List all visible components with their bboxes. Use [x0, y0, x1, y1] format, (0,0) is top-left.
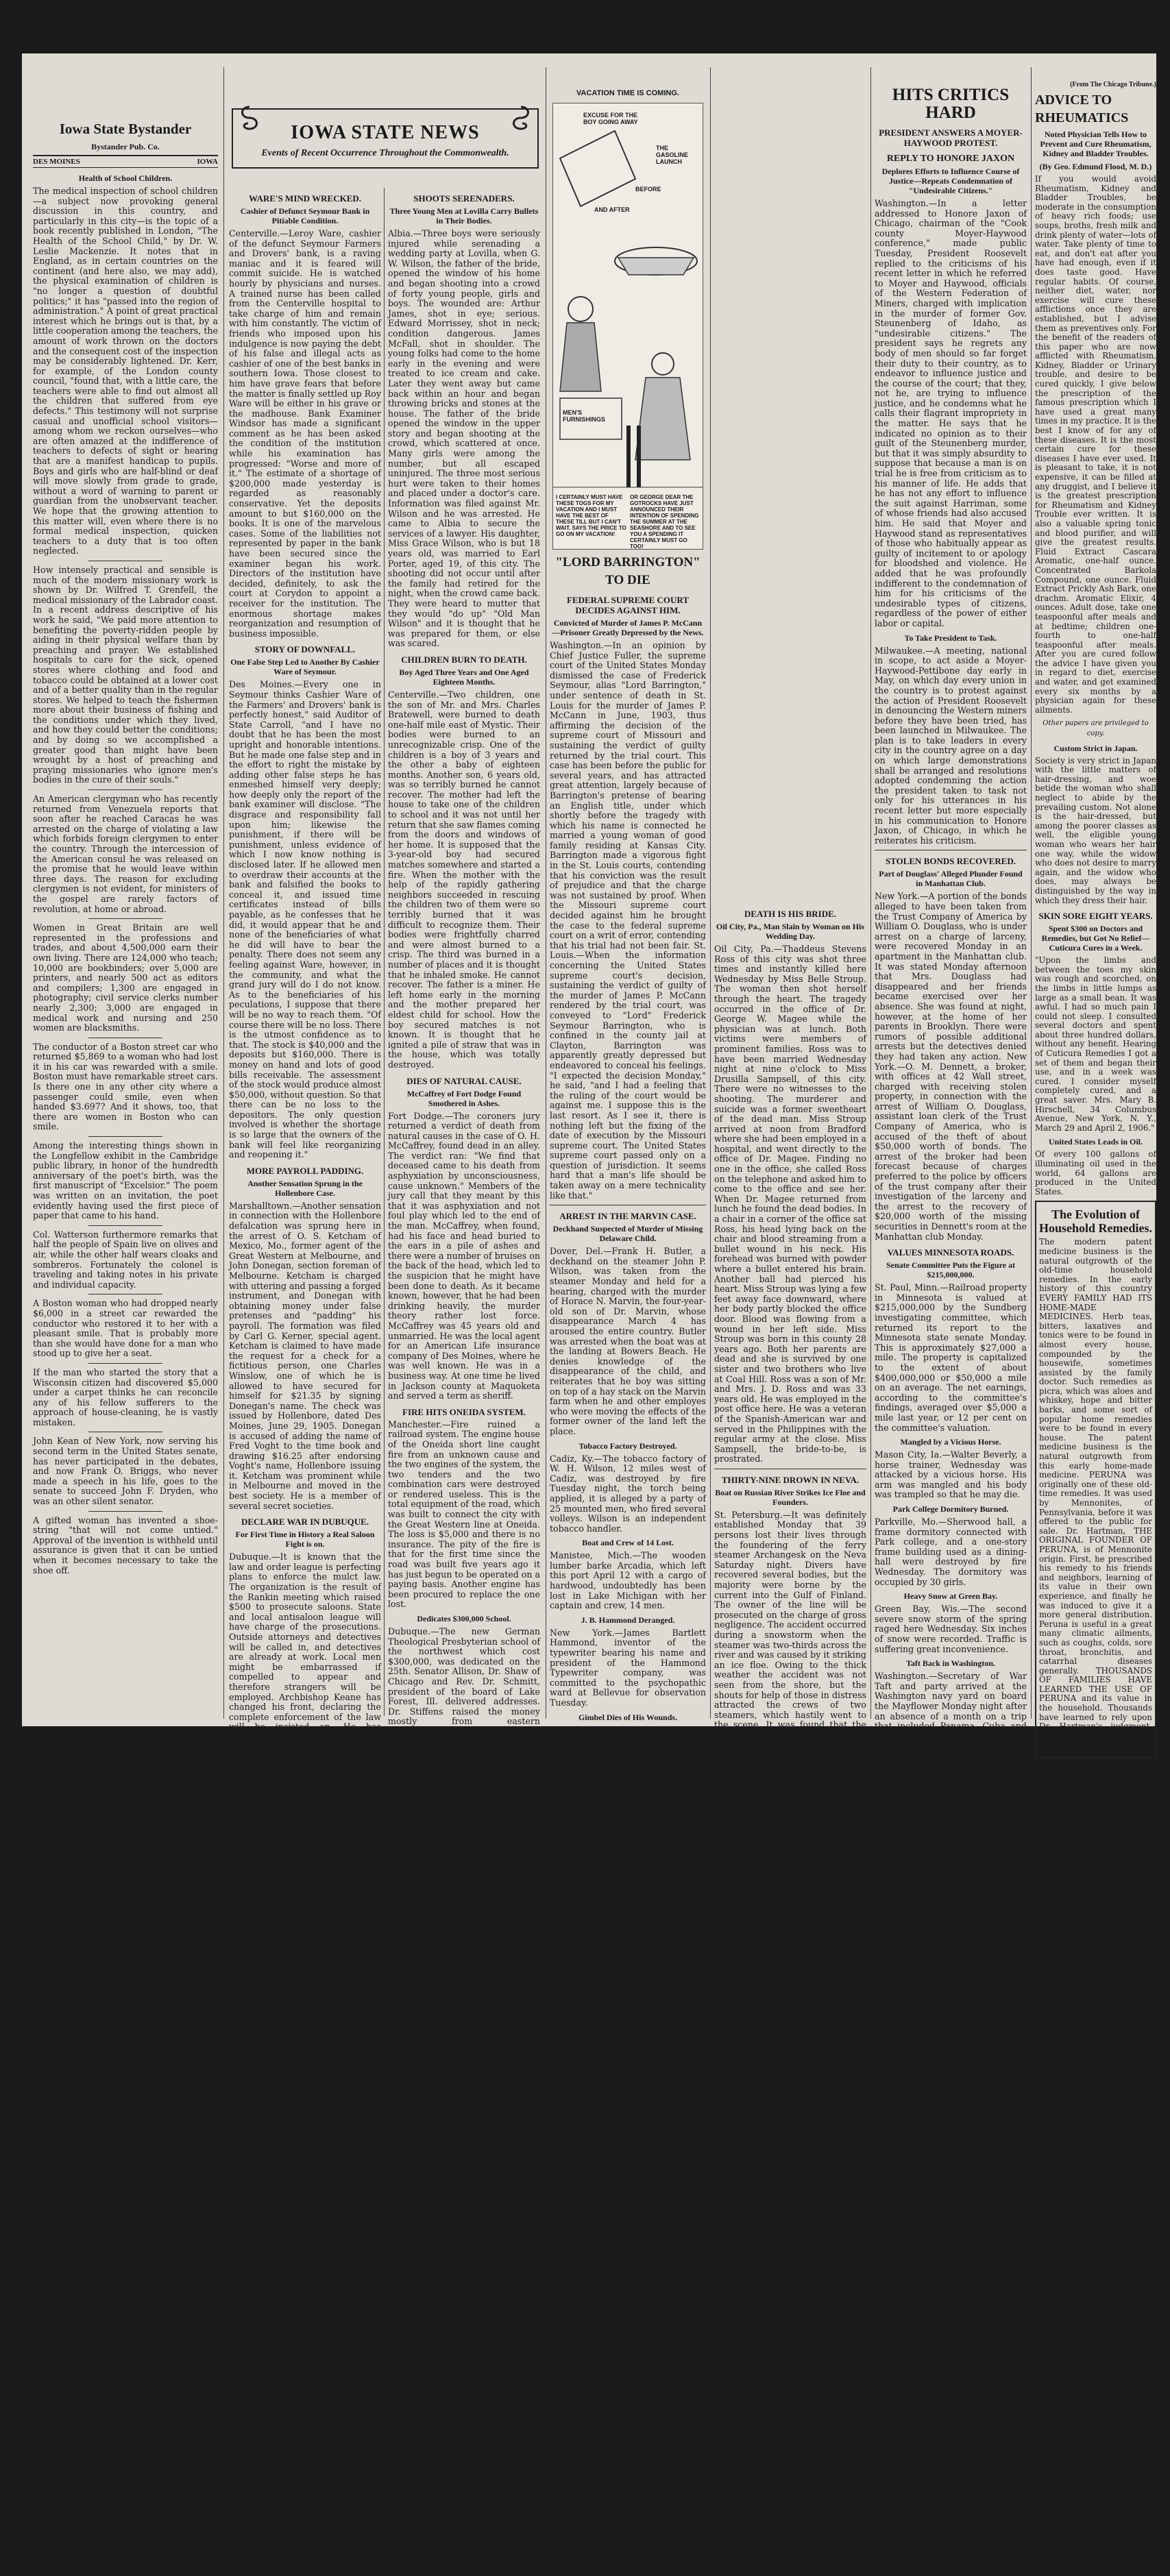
news-body: Des Moines.—Every one in Seymour thinks Cashier Ware of the Farmers' and Drovers' bank is perfectly honest," said Auditor of State Carroll, "and I have no doubt that he has been the most upright and honorable intentions. But he made one false step and in the effort to right the mistake by adding other false steps he has enmeshed himself very deeply; how deeply only the report of the bank examiner will disclose. "The disgrace and responsibility fall upon him; likewise the punishment, if there will be punishment, unless evidence of which I now know nothing is disclosed later. If he allowed men to overdraw their accounts at the bank and falsified the books to conceal it, and issued time certificates instead of bills payable, as he confesses that he did, it would appear that he and none of the beneficiaries of what he did will have to bear the penalty. There does not seem any feeling against Ware, however, in the community, and what the grand jury will do I do not know. As to the beneficiaries of his peculations, I suppose that there will be no way to reach them. "Of course there will be no loss. There is the utmost confidence as to that. The stock is $40,000 and the deposits but $160,000. There is money on hand and lots of good bills receivable. The assessment of the stock would produce almost $50,000, without question. So that there can be no loss to the depositors. The only question involved is whether the shortage is so large that the owners of the bank will feel like reorganizing and reopening it." [229, 679, 381, 1160]
news-head: FIRE HITS ONEIDA SYSTEM. [402, 1406, 526, 1417]
task-body: Milwaukee.—A meeting, national in scope, to act aside a Moyer-Haywood-Pettibone day early in May, on which day every union in the country is to protest against the action of President Roosevelt in denouncing the Western miners before they have been tried, has been launched in Milwaukee. The plan is to take leaders in every city in the country agree on a day on which large demonstrations shall be arranged and resolutions adopted condemning the action the president taken to task not only for his utterances in his recent letter but more especially in his communication to Honore Jaxon, of Chicago, in which he reiterates his criticism. [875, 645, 1027, 846]
column-rule [1031, 67, 1032, 1719]
roads-head: VALUES MINNESOTA ROADS. [887, 1247, 1014, 1258]
roads-sub: Senate Committee Puts the Figure at $215,000,000. [886, 1260, 1016, 1280]
steamer-body: Bridgetown, Barbados, B. W. I.—The British steamer Thornhill, Capt. Dickson, which left New York April 5, was burned at sea and sunk April 16. The entire crew came into this port Wednesday in their own boats. [714, 2050, 866, 2122]
news-item [388, 1614, 540, 1757]
column-5 [875, 53, 1027, 1808]
news-body: Fort Dodge.—The coroners jury returned a verdict of death from natural causes in the case of O. H. McCaffrey, found dead in an alley. The verdict ran: "We find that deceased came to his death from asphyxiation by unconsciousness, cause unknown." Members of the jury call that they meant by this that it was asphyxiation and not foul play which led to the end of the man. McCaffrey, when found, had his face and head buried to the ears in a pile of ashes and there were a number of bruises on the back of the head, which led to the suspicion that he might have been done to death. As it became known, however, that he had been drinking heavily, the murder theory rather lost force. McCaffrey was 45 years old and unmarried. He was the local agent for an American Life insurance company of Des Moines, where he was well known. He was in a business way. At one time he lived in Jackson county at Maquoketa and served a term as sheriff. [388, 1110, 540, 1401]
news-item [388, 1888, 540, 1961]
snow-head: Heavy Snow at Green Bay. [903, 1591, 998, 1602]
senator-body: Providence, R. I.—Until January next Rhode Island will have but one United States senator, for the legislature adjourned Tuesday night at the end of the session, without an election, which showed the deadlock was as complete as before. [714, 2138, 866, 2219]
state-news-left [229, 188, 381, 1974]
column-rule [870, 67, 871, 1719]
japan-body: Society is very strict in Japan with the little matters of hair-dressing, and woe betide the woman who shall neglect to abide by the prevailing custom. Not alone is the hair-dressed, but among the poorer classes as well, the eligible young woman who wears her hair one way, while the widow who does not desire to marry again, and the widow who does, may always be distinguished by the way in which they dress their hair. [1035, 755, 1156, 905]
cartoon-label: THE GASOLINE LAUNCH [656, 145, 689, 165]
masthead-subtitle: Events of Recent Occurrence Throughout the Commonwealth. [261, 148, 509, 158]
crisp-body: Americus, Ga.—Mrs. Charles F. Crisp, widow of Speaker Crisp of the national house of representatives, died at her home here Tuesday, aged 59. [714, 2235, 866, 2286]
advice-head: ADVICE TO RHEUMATICS [1035, 93, 1129, 125]
bonds-body: New York.—A portion of the bonds alleged to have been taken from the Trust Company of America by William O. Douglass, who is under arrest on a charge of larceny, were recovered Monday in an apartment in the Manhattan club. It was stated Monday afternoon that Mrs. Douglass had disappeared and her friends became exercised over her absence. She was found at night, however, at the home of her parents in Brooklyn. There were rumors of possible additional arrests but the detectives denied they had taken any action. New York.—O. M. Dennett, a broker, with offices at 42 Wall street, charged with receiving stolen property, in connection with the arrest of William O. Douglass, assistant loan clerk of the Trust Company of America, who is accused of the theft of about $50,000 worth of bonds. The arrest of the broker had been forecast because of charges preferred to the police by officers of the trust company after their investigation of the larceny and the arrest to the recovery of $20,000 worth of the missing securities in Dennett's room at the Manhattan club Monday. [875, 891, 1027, 1242]
column-6 [1035, 53, 1156, 1750]
news-sub: McCaffrey of Fort Dodge Found Smothered in Ashes. [406, 1088, 522, 1108]
tobacco-head: Tobacco Factory Destroyed. [578, 1440, 677, 1451]
editorial-list [33, 173, 218, 1575]
cartoon-drawing [553, 103, 703, 549]
publisher: Bystander Pub. Co. [91, 142, 160, 151]
hits-body: Washington.—In a letter addressed to Honore Jaxon of Chicago, chairman of the "Cook county Moyer-Haywood conference," made public Tuesday, President Roosevelt replied to the criticisms of his recent letter in which he referred to Moyer and Haywood, officials of the Western Federation of Miners, charged with implication in the murder of former Gov. Steunenberg of Idaho, as "undesirable citizens." The president says he regrets any body of men should so far forget their duty to their country, as to endeavor to influence justice and the course of the court; that they, not he, are trying to influence justice, and he condemns what he calls their flagrant impropriety in the matter. He says that he indicated no opinion as to their guilt of the Steunenberg murder, but that it was simply absurdity to suppose that because a man is on trial he is free from criticism as to his manner of life. He adds that he has not any effort to influence the suit against Harriman, some of whose friends had also accused him. He said that Moyer and Haywood stand as representatives of those who habitually appear as guilty of incitement to or apology for bloodshed and violence. He added that he was profoundly indifferent to the condemnation of him for his criticisms of the undesirable types of citizens, regardless of the power of either labor or capital. [875, 198, 1027, 628]
editorial-item [33, 1516, 218, 1576]
cartoon-label: EXCUSE FOR THE BOY GOING AWAY [583, 112, 638, 125]
news-body: Marshalltown.—Another sensation in connection with the Hollenbore defalcation was sprung here in the arrest of O. S. Ketcham of Mexico, Mo., former agent of the Great Western at Melbourne, and John Donegan, section foreman of Melbourne. Ketcham is charged with uttering and passing a forged instrument, and Donegan with obtaining money under false pretenses and "padding" his payroll. The formation was filed by Carl G. Kerner, special agent. Ketcham is claimed to have made the request for a check for a fictitious person, one Charles Winslow, one of which he is allowed to have secured for himself for $21.35 by signing Donegan's name. The check was issued by Hollenbore, dated Des Moines, June 29, 1905. Donegan is accused of adding the name of Fred Voght to the time book and drawing $16.25 after endorsing Voght's name, Hollenbore issuing it. Ketcham was prominent while in Melbourne and moved in the best society. He is a member of several secret societies. [229, 1200, 381, 1511]
hits-sub3: Deplores Efforts to Influence Course of Justice—Repeats Condemnation of "Undesirable Citizens." [881, 167, 1020, 195]
editorial-item [33, 173, 218, 561]
bride-sub: Oil City, Pa., Man Slain by Woman on His Wedding Day. [716, 922, 865, 941]
neva-sub: Boat on Russian River Strikes Ice Floe and Founders. [715, 1487, 866, 1507]
news-head: WARE'S MIND WRECKED. [248, 193, 362, 204]
vacation-cartoon [552, 103, 703, 550]
state-news-right [388, 188, 540, 1965]
japan-head: Custom Strict in Japan. [1053, 743, 1138, 753]
news-sub: Cashier of Defunct Seymour Bank in Pitiable Condition. [240, 206, 370, 225]
news-head: Banker Thrown From Train. [413, 1761, 515, 1771]
state-news-masthead [232, 108, 539, 169]
cartoon-label: AND AFTER [594, 206, 630, 213]
hits-sub2: REPLY TO HONORE JAXON [886, 154, 1015, 164]
column-2 [229, 53, 541, 1970]
cow-body: Mason City, Ia.—Walter Beverly, a horse trainer, Wednesday was attacked by a vicious horse. His arm was mangled and his body was trampled so that he may die. [875, 1449, 1027, 1500]
solons-head: Minnesota Solons Adjourn. [742, 1794, 838, 1804]
solons-body: St. Paul, Minn.—The Minnesota legislature adjourned sine die at noon Wednesday. The actual business of the legislature was finished last night by the passing of a large number of bills and the closing at noon Wednesday was for the purpose of passing a few minor resolutions. This legislature has passed a two-cent fare bill, an anti-pass bill and started a measure which was favorably turned into the coal and lumber combinations. [714, 1806, 866, 1948]
editorial-item [33, 1230, 218, 1295]
evolution-box [1035, 1201, 1156, 1758]
news-head: Must Shave Off Whiskers. [258, 1806, 352, 1817]
location-right: IOWA [197, 158, 218, 166]
bonds-head: STOLEN BONDS RECOVERED. [885, 856, 1016, 867]
barrington-head: "LORD BARRINGTON" TO DIE [555, 555, 700, 587]
college-body: Parkville, Mo.—Sherwood hall, a frame dormitory connected with Park college, and a one-story frame building used as a dining-hall were destroyed by fire Wednesday. The dormitory was occupied by 30 girls. [875, 1517, 1027, 1587]
cartoon-caption-left: I CERTAINLY MUST HAVE THESE TOGS FOR MY VACATION AND I MUST HAVE THE BEST OF THESE TILL BUT I CAN'T WAIT. SAYS THE PRICE TO GO ON MY VACATION! [556, 494, 626, 537]
barrington-body: Washington.—In an opinion by Chief Justice Fuller, the supreme court of the United States Monday dismissed the case of Frederick Seymour, alias "Lord Barrington," under sentence of death in St. Louis for the murder of James P. McCann in June, 1903, thus affirming the decision of the supreme court of Missouri and sustaining the verdict of guilty returned by the trial court. This case has been before the public for several years, and has attracted great attention, largely because of Barrington's pretense of bearing an English title, under which shortly before the tragedy with which his name is connected he married a young woman of good family residing at Kansas City. Barrington made a vigorous fight in the St. Louis courts, contending that his conviction was the result of prejudice and that the charge was not sustained by proof. When the Missouri supreme court decided against him he brought the case to the federal supreme court on a writ of error, contending that his trial had not been fair. St. Louis.—When the information concerning the United States supreme court's decision, sustaining the verdict of guilty of the murder of James P. McCann rendered by the trial court, was conveyed to "Lord" Frederick Seymour Barrington, who is confined in the county jail at Clayton, Barrington was apparently greatly depressed but endeavored to conceal his feelings. "I expected the decision Monday," he said, "and I had a feeling that the ruling of the court would be against me. I suppose this is the last resort. As I see it, there is nothing left but the fixing of the date of execution by the Missouri supreme court. The United States supreme court passed only on a question of jurisdiction. It seems hard that a man's life should be taken away on a mere technicality like that." [550, 640, 706, 1201]
crew-body: Manistee, Mich.—The wooden lumber barke Arcadia, which left this port April 12 with a cargo of hardwood, undoubtedly has been lost in Lake Michigan with her captain and crew, 14 men. [550, 1550, 706, 1611]
roads-body: St. Paul, Minn.—Railroad property in Minnesota is valued at $215,000,000 by the Sundberg investigating committee, which returned its report to the Minnesota state senate Monday. This is approximately $27,000 a mile. The property is capitalized to the extent of about $400,000,000 or $50,000 a mile on an average. The net earnings, according to the committee's findings, averaged over $5,000 a mile last year, or 12 per cent on the committee's valuation. [875, 1282, 1027, 1433]
news-body: Fort Dodge.—Frank Corey, president of the Yetter Savings bank, was found lying unconscious a mile and a half west of Rockwell City along the Illinois Central track. He caught the fast evening train out of Yetter and boarded the wrong side of a locked vestibule with a heavy hand grip weighing twenty-five pounds under one arm. [388, 1773, 540, 1884]
news-sub: Three Young Men at Lovilla Carry Bullets in Their Bodies. [389, 206, 539, 225]
cannery-head: Canning Plant Burned. [910, 1745, 992, 1756]
news-item [229, 644, 381, 1160]
marvin-body: Dover, Del.—Frank H. Butler, a deckhand on the steamer John P. Wilson, was taken from the steamer Monday and held for a hearing, charged with the murder of Horace N. Marvin, the four-year-old son of Dr. Marvin, whose disappearance March 4 has aroused the entire country. Butler was arrested when the boat was at the landing at Bowers Beach. He denies knowledge of the disappearance of the child, and reiterates that he boy was sitting on top of a hay stack on the Marvin farm when he and other employes who were moving the effects of the former owner of the land left the place. [550, 1246, 706, 1436]
marvin-sub: Deckhand Suspected of Murder of Missing Delaware Child. [552, 1224, 703, 1244]
marvin-head: ARREST IN THE MARVIN CASE. [559, 1211, 696, 1222]
barrington-sub1: FEDERAL SUPREME COURT DECIDES AGAINST HIM. [567, 595, 689, 615]
top-note: (From The Chicago Tribune.) [1070, 81, 1156, 88]
respite-head: Respite for Murderer. [589, 1799, 667, 1809]
neva-body: St. Petersburg.—It was definitely established Monday that 39 persons lost their lives through the foundering of the ferry steamer Archangesk on the Neva Saturday night. Divers have recovered several bodies, but the majority were borne by the current into the Gulf of Finland. The owner of the line will be prosecuted on the charge of gross negligence. The accident occurred during a snowstorm when the steamer was two-thirds across the river and was caused by it striking an ice floe. Owing to the thick weather the accident was not seen from the shore, but the shouts for help of those in distress attracted the crews of two steamers, which hastily went to the scene. It was found that the Archangesk had foundered. A number of passengers, mostly workingmen, were rescued, but owing to the swiftness of the current many others were swept under the ice floes. [714, 1509, 866, 1790]
respite-body: Jefferson City, Mo.—Gov. Folk Monday granted a respite of 60 days to William Spaugh, Jr., sentenced to be hanged for the murder of Sheriff Polk of Iron county. [550, 1811, 706, 1872]
cannery-body: Lubec, Me.—The entire plant of the American Canning company, of New York, at North Lubec, was burned. No one was injured. The loss is estimated at $200,000. [875, 1758, 1027, 1808]
hammond-body: New York.—James Bartlett Hammond, inventor of the typewriter bearing his name and president of the Hammond Typewriter company, was committed to the psychopathic ward at Bellevue for observation Tuesday. [550, 1627, 706, 1708]
news-sub: One False Step Led to Another By Cashier Ware of Seymour. [230, 657, 380, 677]
editorial-body: Col. Watterson furthermore remarks that half the people of Spain live on olives and air, while the other half wears cloaks and sombreros. Fortunately the colonel is traveling and taking notes in his private and individual capacity. [33, 1229, 218, 1290]
editorial-item [33, 794, 218, 919]
news-sub: Another Sensation Sprung in the Hollenbore Case. [247, 1178, 363, 1198]
column-1 [33, 53, 218, 1726]
cartoon-caption-right: OR GEORGE DEAR THE GOTROCKS HAVE JUST ANNOUNCED THEIR INTENTION OF SPENDING THE SUMMER AT THE SEASHORE AND TO SEE YOU A SPENDING IT CERTAINLY MUST GO TOO! [630, 494, 699, 550]
senator-head: Fails to Elect a Senator. [748, 2126, 832, 2136]
news-head: DIES OF NATURAL CAUSE. [406, 1075, 522, 1086]
hammond-head: J. B. Hammond Deranged. [581, 1615, 675, 1625]
column-4 [714, 53, 866, 2576]
editorial-item [33, 1436, 218, 1511]
news-body: Dubuque.—John Behan, aged 25 years, of Maynsville, Iowa, was killed by falling under an Illinois Central train just as he was starting on a trip to visit his sweetheart at Manchester. [388, 1900, 540, 1961]
editorial-item [33, 1141, 218, 1226]
editorial-head: Health of School Children. [78, 173, 173, 183]
newspaper-page [22, 53, 1156, 2286]
snow-body: Green Bay, Wis.—The second severe snow storm of the spring raged here Wednesday. Six inches of snow were recorded. Traffic is suffering great inconvenience. [875, 1604, 1027, 1654]
news-head: CHILDREN BURN TO DEATH. [401, 654, 527, 665]
news-head: MORE PAYROLL PADDING. [246, 1165, 364, 1176]
news-head: Dedicates $300,000 School. [417, 1614, 511, 1623]
editorial-body: The conductor of a Boston street car who returned $5,869 to a woman who had lost it in his car was rewarded with a smile. Boston must have remarkable street cars. Is there one in any other city where a passenger could smile, even when handed $3.697? And it shows, too, that there are women in Boston who can smile. [33, 1041, 218, 1132]
college-head: Park College Dormitory Burned. [892, 1504, 1009, 1514]
editorial-body: How intensely practical and sensible is much of the modern missionary work is shown by Dr. Wilfred T. Grenfell, the medical missionary of the Labrador coast. In a recent address descriptive of his work he said, "We paid more attention to benefiting the poverty-ridden people by aiding in their physical welfare than by preaching and prayer. We established hospitals to care for the sick, opened stores where clothing and food and tobacco could be obtained at a lower cost and of a better quality than in the regular stores. We helped to teach the fishermen more about their business of fishing and the conditions under which they lived, and how they could better the conditions; and by doing so we accomplished a greater good than might have been wrought by a host of preaching and praying missionaries who ignore men's bodies in the cure of their souls." [33, 564, 218, 785]
gimbel-body: New York.—Benedict Gimbel, the wealthy Philadelphia merchant who cut his throat and wrists with broken glass in a hotel in Hoboken soon after he had been arrested on a charge of immorality, died shortly before three o'clock Monday. [550, 1724, 706, 1795]
news-sub: For First Time in History a Real Saloon Fight is on. [235, 1530, 375, 1549]
scroll-ornament-left [236, 104, 263, 136]
bonds-sub: Part of Douglass' Alleged Plunder Found in Manhattan Club. [879, 869, 1023, 889]
barrington-sub2: Convicted of Murder of James P. McCann—Prisoner Greatly Depressed by the News. [552, 618, 704, 637]
gimbel-head: Gimbel Dies of His Wounds. [578, 1712, 678, 1722]
editorial-item [33, 1299, 218, 1364]
cartoon-label: BEFORE [635, 186, 661, 193]
news-item [388, 1407, 540, 1610]
editorial-body: An American clergyman who has recently returned from Venezuela reports that soon after he reached Caracas he was arrested on the charge of violating a law which forbids foreign clergymen to enter the country. Through the intercession of the American consul he was released on the promise that he would leave within three days. The reason for excluding clergymen is not evident, for ministers of the gospel are rarely factors of revolution, at home or abroad. [33, 794, 218, 914]
cow-head: Mangled by a Vicious Horse. [900, 1437, 1001, 1447]
neva-head: THIRTY-NINE DROWN IN NEVA. [721, 1474, 860, 1485]
news-item [388, 1076, 540, 1401]
hits-head: HITS CRITICS HARD [892, 86, 1010, 122]
crew-head: Boat and Crew of 14 Lost. [582, 1538, 674, 1548]
column-rule [223, 67, 224, 1719]
paper-title: Iowa State Bystander [59, 121, 192, 137]
taft-body: Washington.—Secretary of War Taft and party arrived at the Washington navy yard on board the Mayflower Monday night after an absence of a month on a trip that included Panama, Cuba and Porto Rico. [875, 1671, 1027, 1741]
news-item [229, 1166, 381, 1511]
news-item [388, 654, 540, 1070]
hits-sub1: PRESIDENT ANSWERS A MOYER-HAYWOOD PROTEST. [879, 127, 1023, 148]
editorial-body: A Boston woman who had dropped nearly $6,000 in a street car rewarded the conductor who restored it to her with a pleasant smile. That is probably more than she would have done for a man who stood up to give her a seat. [33, 1298, 218, 1359]
taft-head: Taft Back in Washington. [905, 1658, 996, 1669]
editorial-body: The medical inspection of school children—a subject now provoking general discussion in this country, and particularly in this city—is the topic of a book recently published in London, "The Health of the School Child," by Dr. W. Leslie Mackenzie. It notes that in England, as in certain countries on the continent (and here also, we may add), the physical examination of children is "no longer a question of doubtful politics;" it has "passed into the region of administration." A point of great practical interest which he brings out is that, by a little cooperation among the teachers, the amount of work thrown on the doctors and the consequent cost of the inspection may be considerably lightened. Dr. Kerr, for example, of the London county council, "found that, with a little care, the teachers were able to find out almost all the children that suffered from eye defects." This testimony will not surprise casual and unofficial school visitors—among whom we reckon ourselves—who are often amazed at the indifference of teachers to defects of sight or hearing that are a manifest handicap to pupils. Boys and girls who are half-blind or deaf will move slowly from grade to grade, without a word of warning to parent or guardian from the unobservant teacher. We hope that the growing attention to this matter will, even where there is no formal medical inspection, quicken teachers to a duty that is too often neglected. [33, 186, 218, 556]
news-item [229, 1517, 381, 1802]
editorial-item [33, 923, 218, 1038]
scroll-ornament-right [507, 104, 535, 136]
editorial-item [33, 1368, 218, 1433]
masthead-title: IOWA STATE NEWS [291, 122, 480, 143]
cartoon-title: VACATION TIME IS COMING. [576, 89, 679, 97]
news-sub: Boy Aged Three Years and One Aged Eighteen Months. [399, 667, 529, 687]
news-body: Manchester.—Fire ruined a railroad system. The engine house of the Oneida short line caught fire from an unknown cause and the two engines of the system, the two tenders and the two combination cars were destroyed or rendered useless. This is the total equipment of the road, which was built to connect the city with the Great Western line at Oneida. The loss is $5,000 and there is no insurance. The pity of the fire is that for the first time since the road was built five years ago it has just begun to be operated on a paying basis. Another engine has been procured to replace the one lost. [388, 1419, 541, 1610]
news-item [229, 193, 381, 639]
advice-note: Other papers are privileged to copy. [1043, 720, 1149, 738]
news-head: Killed On Way To Sweetheart. [411, 1888, 517, 1898]
crisp-head: Mrs. Charles F. Crisp Dies. [742, 2222, 838, 2233]
cartoon-label: MEN'S FURNISHINGS [563, 409, 606, 423]
editorial-item [33, 565, 218, 790]
bride-head: DEATH IS HIS BRIDE. [744, 909, 837, 919]
editorial-item [33, 1042, 218, 1137]
lead-body: Of every 100 gallons of illuminating oil used in the world, 64 gallons are produced in the United States. [1035, 1149, 1156, 1197]
editorial-body: John Kean of New York, now serving his second term in the United States senate, has never participated in the debates, and now Frank O. Briggs, who never made a speech in his life, goes to the senate to succeed John F. Dryden, who was an other silent senator. [33, 1436, 218, 1507]
evolution-body: The modern patent medicine business is the natural outgrowth of the old-time household remedies. In the early history of this country EVERY FAMILY HAD ITS HOME-MADE MEDICINES. Herb teas, bitters, laxatives and tonics were to be found in almost every house, compounded by the housewife, sometimes assisted by the family doctor. Such remedies as picra, which was aloes and whiskey, hope and bitter barks, and some sort of popular home remedies were to be found in every house. The patent medicine business is the natural outgrowth from this early home-made medicine. PERUNA was originally one of these old-time remedies. It was used by Mennonites, of Pennsylvania, before it was offered to the public for sale. Dr. Hartman, THE ORIGINAL FOUNDER OF PERUNA, is of Mennonite origin. First, he prescribed his remedy to his friends and neighbors, learning of its value in their own experience, and finally he was induced to give it a more general distribution. Peruna is useful in a great many climatic ailments, such as coughs, colds, sore throat, bronchitis, and catarrhal diseases generally. THOUSANDS OF FAMILIES HAVE LEARNED THE USE OF PERUNA and its value in the household. Thousands have learned to rely upon Dr. Hartman's judgment, and to rely upon his remedy, Peruna. [1039, 1237, 1152, 1750]
bride-body: Oil City, Pa.—Thaddeus Stevens Ross of this city was shot three times and instantly killed here Wednesday by Miss Belle Stroup. The woman then shot herself through the heart. The tragedy occurred in the office of Dr. George W. Magee while the physician was at lunch. Both victims were members of prominent families. Ross was to have been married Wednesday night at nine o'clock to Miss Drusilla Sampsell, of this city. There were no witnesses to the shooting. The murderer and suicide was a former sweetheart of the dead man. Miss Stroup arrived at noon from Bradford where she had been employed in a hospital, and went directly to the office of Dr. Magee. Finding no one in the office, she called Ross on the telephone and asked him to come to the office and see her. When Dr. Magee returned from lunch he found the dead bodies. In a chair in a corner of the office sat Ross, his head lying back on the chair and blood streaming from a bullet wound in his neck. His forehead was burned with powder where a bullet entered his brain. Another ball had pierced his heart. Miss Stroup was lying a few feet away face downward, where her body partly blocked the office door. Blood was flowing from a wound in her left side. Miss Stroup was born in this county 28 years ago. Both her parents are dead and she is survived by one sister and two brothers who live at Coal Hill. Ross was a son of Mr. and Mrs. J. D. Ross and was 33 years old. He was employed in the post office here. He was a veteran of the Spanish-American war and served in the Philippines with the regular army at the close. Miss Sampsell, the bride-to-be, is prostrated. [714, 944, 866, 1464]
safe-body: Peoria, Ill.—Ed. Tate, safe-blower who had been with the city in the charge of blowing the school board safe and destroying the N. C. Dougherty script, escaped Wednesday night from the St. Francis hospital. [714, 1963, 866, 2035]
safe-head: Safe Blower Take Escapes. [744, 1951, 837, 1961]
news-body: Centerville.—Two children, one the son of Mr. and Mrs. Charles Bratewell, were burned to death one-half mile east of Mystic. Their bodies were burned to an unrecognizable crisp. One of the children is a boy of 3 years and the other a baby of eighteen months. Another son, 6 years old, was so terribly burned he cannot recover. The mother had left the house to take one of the children to school and it was not until her return that she saw flames coming from the doors and windows of her home. It is supposed that the 3-year-old boy had secured matches somewhere and started a fire. When the mother with the help of the rapidly gathering neighbors succeeded in rescuing the children two of them were so terribly burned that it was difficult to recognize them. Their bodies were frightfully charred and were almost burned to a crisp. The third was burned in a number of places and it is thought that he inhaled smoke. He cannot recover. The father is a miner. He left home early in the morning and the mother prepared her eldest child for school. How the boy secured matches is not known. It is thought that he ignited a pile of straw that was in the house, which was totally destroyed. [388, 689, 540, 1070]
news-item [388, 1761, 540, 1885]
news-item [388, 193, 540, 649]
tobacco-body: Cadiz, Ky.—The tobacco factory of W. H. Wilson, 12 miles west of Cadiz, was destroyed by fire Tuesday night, the torch being applied, it is alleged by a party of 25 mounted men, who fired several volleys. Wilson is an independent tobacco handler. [550, 1453, 706, 1534]
location-left: DES MOINES [33, 158, 80, 166]
editorial-body: Among the interesting things shown in the Longfellow exhibit in the Cambridge public library, in honor of the hundredth anniversary of the poet's birth, was the first manuscript of "Excelsior." The poem was written on an invitation, the poet evidently having used the first piece of paper that came to his hand. [33, 1140, 218, 1221]
news-head: SHOOTS SERENADERS. [413, 193, 515, 204]
steamer-head: Steamer Is Burned at Sea. [744, 2038, 836, 2048]
news-body: Albia.—Three boys were seriously injured while serenading a wedding party at Lovilla, when G. W. Wilson, the father of the bride, opened the window of his home and began shooting into a crowd of forty young people, girls and boys. The wounded are: Arthur James, shot in eye; serious. Edward Morrissey, shot in neck; condition dangerous. James McFall, shot in shoulder. The young folks had come to the home early in the evening and were treated to ice cream and cake. Later they went away but came back within an hour and began throwing bricks and stones at the house. The father of the bride opened the window in the upper story and began shooting at the crowd, which scattered at once. Many girls were among the number, but all escaped uninjured. The three most serious hurt were taken to their homes and placed under a doctor's care. Information was filed against Mr. Wilson and he was arrested. He came to Albia to secure the services of a lawyer. His daughter, Miss Grace Wilson, who is but 18 years old, was married to Earl Porter, aged 19, of this city. The shooting did not occur until after the family had retired for the night, when the crowd came back. They were heard to mutter that they would "do up" "Old Man Wilson" and it is thought that he was prepared for them, or else was scared. [388, 228, 540, 649]
column-3 [550, 53, 706, 1872]
news-body: Centerville.—Leroy Ware, cashier of the defunct Seymour Farmers and Drovers' bank, is a raving maniac and it is feared will commit suicide. He is watched hourly by physicians and nurses. A trained nurse has been called from the Centerville hospital to take charge of him and remain with him constantly. The victim of friends who imposed upon his indulgence is now paying the debt of his false and illegal acts as cashier of one of the best banks in southern Iowa. Those closest to him have grave fears that before the matter is finally settled up Roy Ware will be either in his grave or the madhouse. Bank Examiner Windsor has made a significant comment as he has been asked the condition of the institution while his examination has progressed: "Worse and more of it." The estimate of a shortage of $200,000 made yesterday is regarded as reasonably conservative. Yet the deposits amount to but $160,000 on the books. It is one of the marvelous cases. Some of the liabilities not represented by paper in the bank have been secured since the examiner began his work. Directors of the institution have decided, definitely, to ask the court at Corydon to appoint a receiver for the institution. The enormous shortage makes reorganization and resumption of business impossible. [229, 228, 381, 639]
task-head: To Take President to Task. [904, 633, 997, 643]
news-head: DECLARE WAR IN DUBUQUE. [241, 1517, 369, 1528]
lead-head: United States Leads in Oil. [1048, 1137, 1143, 1147]
advice-byline: (By Geo. Edmund Flood, M. D.) [1039, 162, 1152, 171]
location-line [33, 155, 218, 168]
advice-sub: Noted Physician Tells How to Prevent and Cure Rheumatism, Kidney and Bladder Troubles. [1040, 130, 1151, 158]
editorial-body: If the man who started the story that a Wisconsin citizen had discovered $5,000 under a carpet thinks he can reconcile any of his fellow sufferers to the approach of house-cleaning, he is vastly mistaken. [33, 1366, 218, 1427]
news-head: STORY OF DOWNFALL. [254, 644, 356, 655]
news-body: Dubuque.—It is known that the law and order league is perfecting plans to enforce the mulct law. The organization is the result of the Rankin meeting which raised $500 to prosecute saloons. State and local antisaloon league will have charge of the prosecutions. Outside attorneys and detectives will be called in, and detectives are already at work. Local men might be embarrassed if compelled to appear and therefore strangers will be employed. Archbishop Keane has changed his front, declaring the complete enforcement of the law will be insisted on. He has previously declared that Sunday closing would suffice. The saloonists feel that to do this and it is stated that the full provisions be enforced. For a time, it is predicted, Dubuque will be a comparatively dry town. [229, 1551, 381, 1802]
news-item [229, 1806, 381, 1970]
advice-body: If you would avoid Rheumatism, Kidney and Bladder Troubles, be moderate in the consumption of heavy rich foods; use soups, broths, fresh milk and drink plenty of water—lots of water. Take plenty of time to eat, and don't eat after you have had enough, even if it does taste good. Have regular habits. Of course, neither diet, water, nor exercise will cure these afflictions once they are established, but I advise them as preventives only. For the benefit of the readers of this paper who are now afflicted with Rheumatism, Kidney, Bladder or Urinary trouble, and desire to be cured quickly, I give below the prescription of the famous prescription which I have used a great many times in my practice. It is the best I know of for any of these diseases. It is the most certain cure for these diseases I have ever used. It is pleasant to take, it is not expensive, it can be filled at any druggist, and I believe it is the greatest prescription for Rheumatism and Kidney Trouble ever written. It is also a valuable spring tonic and blood purifier, and will give the greatest results. Fluid Extract Cascara Aromatic, one-half ounce. Concentrated Barkola Compound, one ounce. Fluid Extract Prickly Ash Bark, one drachm. Aromatic Elixir, 4 ounces. Adult dose, take one teaspoonful after meals and at bedtime; children one-fourth to one-half teaspoonful after meals. After you are cured follow the advice I have given you in regard to diet, exercise and water, and get examined every six months by a physician again for these ailments. [1035, 174, 1156, 715]
editorial-body: A gifted woman has invented a shoe-string "that will not come untied." Approval of the invention is withheld until assurance is given that it can be untied when it becomes necessary to take the shoe off. [33, 1514, 218, 1575]
skin-head: SKIN SORE EIGHT YEARS. [1038, 911, 1153, 922]
skin-body: "Upon the limbs and between the toes my skin was rough and scorched, on the limbs in little lumps as large as a small bean. It was awful. I had so much pain I could not sleep. I consulted several doctors and spent about three hundred dollars, without any benefit. Hearing of Cuticura Remedies I got a set of them and began their use, and in a week was cured. I consider myself completely cured, and a great saver. Mrs. Mary B. Hirschell, 34 Columbus Avenue, New York, N. Y., March 29 and April 2, 1906." [1035, 955, 1156, 1133]
editorial-body: Women in Great Britain are well represented in the professions and trades, and about 4,500,000 earn their own living. There are 124,000 who teach; 10,000 are bookbinders; over 5,000 are printers, and nearly 500 act as editors and compilers; 1,300 are engaged in photography; civil service clerks number nearly 2,300; 3,000 are engaged in medical work and nursing and 250 women are blacksmiths. [33, 922, 218, 1033]
news-body: Dubuque.—The new German Theological Presbyterian school of the northwest which cost $300,000, was dedicated on the 25th. Senator Allison, Dr. Shaw of Chicago and Rev. Dr. Schmitt, president of the board of Lake Forest, Ill. delivered addresses. Dr. Stiffens raised the money mostly from eastern philanthropists, Carnegie leading with $25,000. The structure was building since 1903. [388, 1626, 540, 1757]
evolution-head: The Evolution of Household Remedies. [1039, 1207, 1153, 1236]
news-body: Burlington.—After May 1 whiskers will be a thing of the past with Burlington Route passenger conductors. Orders have been issued compelling men to shave clean or allow mustaches to grow, and nothing else. They must wear white linen collars on duty. No celluloid or rubber gear. White ties and white waistcoats will not be part of the compulsory summer toggery. Conductor D. Haas, who has been wearing a beard for 35 years, will be the principal sufferer. [229, 1819, 381, 1970]
column-rule [710, 67, 711, 1719]
column-rule [384, 188, 385, 1716]
skin-sub: Spent $300 on Doctors and Remedies, but Got No Relief—Cuticura Cures in a Week. [1041, 924, 1150, 953]
